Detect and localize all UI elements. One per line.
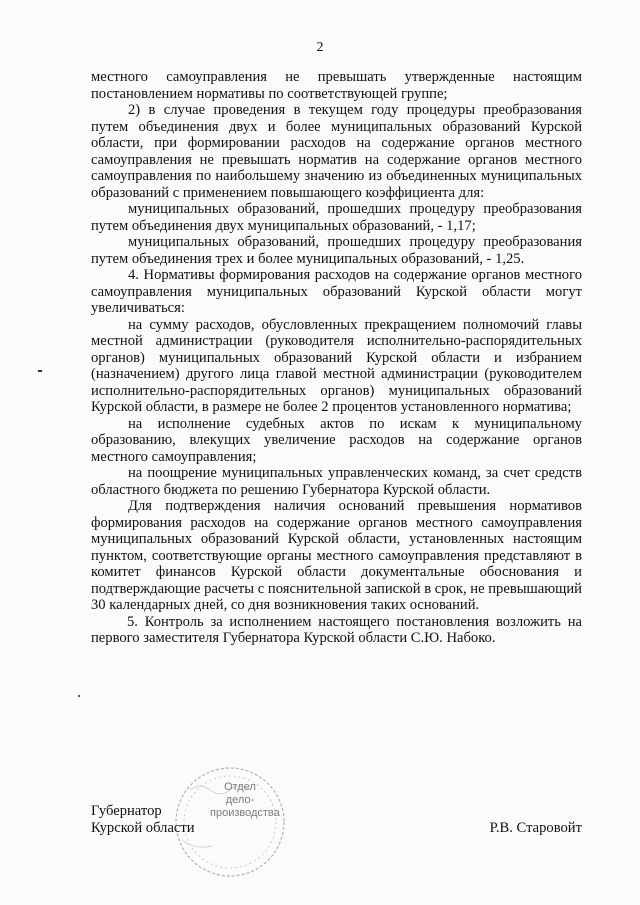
stamp-line: Отдел — [224, 781, 256, 793]
stamp-line: дело- — [225, 794, 255, 806]
scan-artifact — [78, 695, 80, 697]
paragraph: на поощрение муниципальных управленческих команд, за счет средств областного бюджета по решению Губернатора Курской области. — [91, 465, 582, 498]
paragraph: 5. Контроль за исполнением настоящего постановления возложить на первого заместителя Губернатора Курской области С.Ю. Набоко. — [91, 613, 582, 646]
paragraph: 2) в случае проведения в текущем году процедуры преобразования путем объединения двух и более муниципальных образований Курской области, при формировании расходов на содержание органов местного самоуправления не превышать норматив на содержание органов местного самоуправления по наибольшему значению из объединенных муниципальных образований с применением повышающего коэффициента для: — [91, 102, 582, 201]
signatory-title-line: Курской области — [91, 820, 195, 836]
document-body — [91, 69, 582, 647]
paragraph: 4. Нормативы формирования расходов на содержание органов местного самоуправления муниципальных образований Курской области могут увеличиваться: — [91, 267, 582, 316]
page-number: 2 — [316, 40, 324, 55]
signatory-title — [91, 803, 195, 837]
paragraph: на исполнение судебных актов по искам к муниципальному образованию, влекущих увеличение расходов на содержание органов местного самоуправления; — [91, 415, 582, 465]
signatory-name: Р.В. Старовойт — [489, 820, 582, 836]
paragraph: на сумму расходов, обусловленных прекращением полномочий главы местной администрации (руководителя исполнительно-распорядительных органов) муниципальных образований Курской области и избранием (назначением) другого лица главой местной администрации (руководителем исполнительно-распорядительных органов) муниципальных образований Курской области, в размере не более 2 процентов установленного норматива; — [91, 316, 582, 415]
stamp-line: производства — [210, 807, 280, 819]
signature-block — [91, 803, 582, 843]
paragraph: местного самоуправления не превышать утвержденные настоящим постановлением нормативы по соответствующей группе; — [91, 69, 582, 102]
paragraph: Для подтверждения наличия оснований превышения нормативов формирования расходов на содержание органов местного самоуправления муниципальных образований Курской области, установленных настоящим пунктом, соответствующие органы местного самоуправления представляют в комитет финансов Курской области документальные обоснования и подтверждающие расчеты с пояснительной запиской в срок, не превышающий 30 календарных дней, со дня возникновения таких оснований. — [91, 498, 582, 613]
paragraph: муниципальных образований, прошедших процедуру преобразования путем объединения двух муниципальных образований, - 1,17; — [91, 201, 582, 234]
signatory-title-line: Губернатор — [91, 803, 162, 819]
scan-artifact — [38, 370, 42, 372]
paragraph: муниципальных образований, прошедших процедуру преобразования путем объединения трех и более муниципальных образований, - 1,25. — [91, 234, 582, 267]
